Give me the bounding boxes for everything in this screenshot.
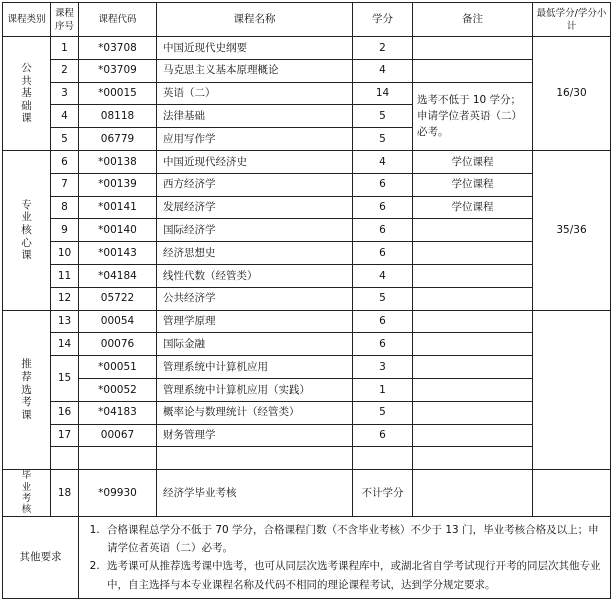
table-row-spacer [3,447,611,470]
header-row [3,3,611,37]
name-cell: 国际经济学 [157,219,353,242]
category-char: 课 [21,249,32,262]
seq-cell: 1 [51,37,79,60]
seq-cell: 4 [51,105,79,128]
category-core [3,150,51,310]
table-row [3,333,611,356]
name-cell: 管理系统中计算机应用（实践） [157,378,353,401]
name-cell: 国际金融 [157,333,353,356]
code-cell: *00141 [79,196,157,219]
name-cell: 经济思想史 [157,242,353,265]
credit-cell: 不计学分 [353,470,413,517]
table-row [3,470,611,517]
credit-cell: 6 [353,219,413,242]
code-cell: *00138 [79,150,157,173]
category-char: 毕 [21,470,32,482]
table-row [3,264,611,287]
category-char: 考 [21,492,32,504]
credit-cell: 4 [353,264,413,287]
credit-cell: 6 [353,242,413,265]
name-cell [157,447,353,470]
seq-cell: 3 [51,82,79,105]
code-cell: *00140 [79,219,157,242]
table-row [3,424,611,447]
name-cell: 发展经济学 [157,196,353,219]
name-cell: 线性代数（经管类） [157,264,353,287]
header-name: 课程名称 [157,3,353,37]
other-requirements-row [3,516,611,599]
credit-cell: 2 [353,37,413,60]
category-char: 业 [21,481,32,493]
seq-cell: 8 [51,196,79,219]
category-char: 心 [21,236,32,249]
code-cell: 00076 [79,333,157,356]
table-row [3,82,611,105]
category-char: 核 [21,504,32,516]
note-cell [413,310,533,333]
table-row [3,37,611,60]
other-requirements-label: 其他要求 [3,516,79,599]
table-row [3,150,611,173]
name-cell: 马克思主义基本原理概论 [157,59,353,82]
seq-cell: 5 [51,128,79,151]
credit-cell: 14 [353,82,413,105]
name-cell: 经济学毕业考核 [157,470,353,517]
table-row [3,242,611,265]
seq-cell: 10 [51,242,79,265]
credit-cell: 4 [353,59,413,82]
category-char: 课 [21,112,32,125]
note-cell [413,59,533,82]
credit-cell: 5 [353,128,413,151]
code-cell: *09930 [79,470,157,517]
category-char: 公 [21,62,32,74]
name-cell: 管理学原理 [157,310,353,333]
code-cell: *00015 [79,82,157,105]
note-cell: 学位课程 [413,150,533,173]
other-requirements-content [79,516,611,599]
category-char: 础 [21,99,32,112]
header-note: 备注 [413,3,533,37]
code-cell: *00139 [79,173,157,196]
note-cell [413,219,533,242]
note-cell [413,333,533,356]
header-credit: 学分 [353,3,413,37]
category-char: 荐 [21,370,32,383]
note-cell [413,37,533,60]
header-min-credit: 最低学分/学分小计 [533,3,611,37]
credit-cell: 3 [353,356,413,379]
credit-cell: 6 [353,196,413,219]
credit-cell: 6 [353,333,413,356]
seq-cell: 7 [51,173,79,196]
seq-cell [51,447,79,470]
name-cell: 法律基础 [157,105,353,128]
credit-cell: 5 [353,105,413,128]
code-cell: *00051 [79,356,157,379]
table-row [3,378,611,401]
curriculum-table [2,2,611,599]
credit-cell: 4 [353,150,413,173]
category-public [3,37,51,151]
note-cell: 学位课程 [413,196,533,219]
subtotal-recommended [533,310,611,470]
code-cell: 08118 [79,105,157,128]
subtotal-graduation [533,470,611,517]
credit-cell: 1 [353,378,413,401]
note-cell [413,401,533,424]
category-char: 专 [21,198,32,211]
note-cell [413,378,533,401]
name-cell: 管理系统中计算机应用 [157,356,353,379]
seq-cell: 16 [51,401,79,424]
code-cell: 05722 [79,287,157,310]
seq-cell: 9 [51,219,79,242]
credit-cell: 6 [353,310,413,333]
credit-cell: 6 [353,173,413,196]
code-cell [79,447,157,470]
note-cell [413,287,533,310]
name-cell: 中国近现代经济史 [157,150,353,173]
code-cell: 00067 [79,424,157,447]
subtotal-public: 16/30 [533,37,611,151]
category-char: 基 [21,87,32,100]
category-char: 核 [21,223,32,236]
code-cell: *03709 [79,59,157,82]
note-cell [413,264,533,287]
seq-cell: 12 [51,287,79,310]
seq-cell: 11 [51,264,79,287]
seq-cell: 14 [51,333,79,356]
requirement-item: 1. 合格课程总学分不低于 70 学分，合格课程门数（不含毕业考核）不少于 13 门，毕业考核合格及以上；申请学位者英语（二）必考。 [103,521,602,558]
name-cell: 概率论与数理统计（经管类） [157,401,353,424]
code-cell: *00143 [79,242,157,265]
table-row [3,219,611,242]
category-char: 考 [21,396,32,409]
table-row [3,310,611,333]
seq-cell: 2 [51,59,79,82]
seq-cell: 18 [51,470,79,517]
category-graduation [3,470,51,517]
table-row [3,356,611,379]
seq-cell: 17 [51,424,79,447]
category-char: 选 [21,383,32,396]
code-cell: 00054 [79,310,157,333]
credit-cell [353,447,413,470]
note-cell: 学位课程 [413,173,533,196]
credit-cell: 5 [353,287,413,310]
code-cell: *04184 [79,264,157,287]
code-cell: *04183 [79,401,157,424]
header-code: 课程代码 [79,3,157,37]
note-cell [413,470,533,517]
table-row [3,173,611,196]
name-cell: 英语（二） [157,82,353,105]
category-char: 业 [21,211,32,224]
note-cell [413,356,533,379]
code-cell: 06779 [79,128,157,151]
seq-cell: 13 [51,310,79,333]
header-category: 课程类别 [3,3,51,37]
seq-cell: 6 [51,150,79,173]
name-cell: 中国近现代史纲要 [157,37,353,60]
table-row [3,401,611,424]
note-cell [413,424,533,447]
category-recommended [3,310,51,470]
category-char: 课 [21,408,32,421]
header-seq: 课程序号 [51,3,79,37]
name-cell: 西方经济学 [157,173,353,196]
requirement-item: 2. 选考课可从推荐选考课中选考，也可从同层次选考课程库中，或湖北省自学考试现行开考的同层次其他专业中，自主选择与本专业课程名称及代码不相同的理论课程考试，达到学分规定要求。 [103,557,602,594]
code-cell: *00052 [79,378,157,401]
name-cell: 公共经济学 [157,287,353,310]
credit-cell: 6 [353,424,413,447]
name-cell: 财务管理学 [157,424,353,447]
note-cell [413,447,533,470]
credit-cell: 5 [353,401,413,424]
code-cell: *03708 [79,37,157,60]
note-cell [413,242,533,265]
name-cell: 应用写作学 [157,128,353,151]
public-note: 选考不低于 10 学分；申请学位者英语（二）必考。 [413,82,533,150]
seq-cell: 15 [51,356,79,402]
category-char: 共 [21,74,32,87]
table-row [3,196,611,219]
table-row [3,59,611,82]
subtotal-core: 35/36 [533,150,611,310]
category-char: 推 [21,358,32,371]
table-row [3,287,611,310]
